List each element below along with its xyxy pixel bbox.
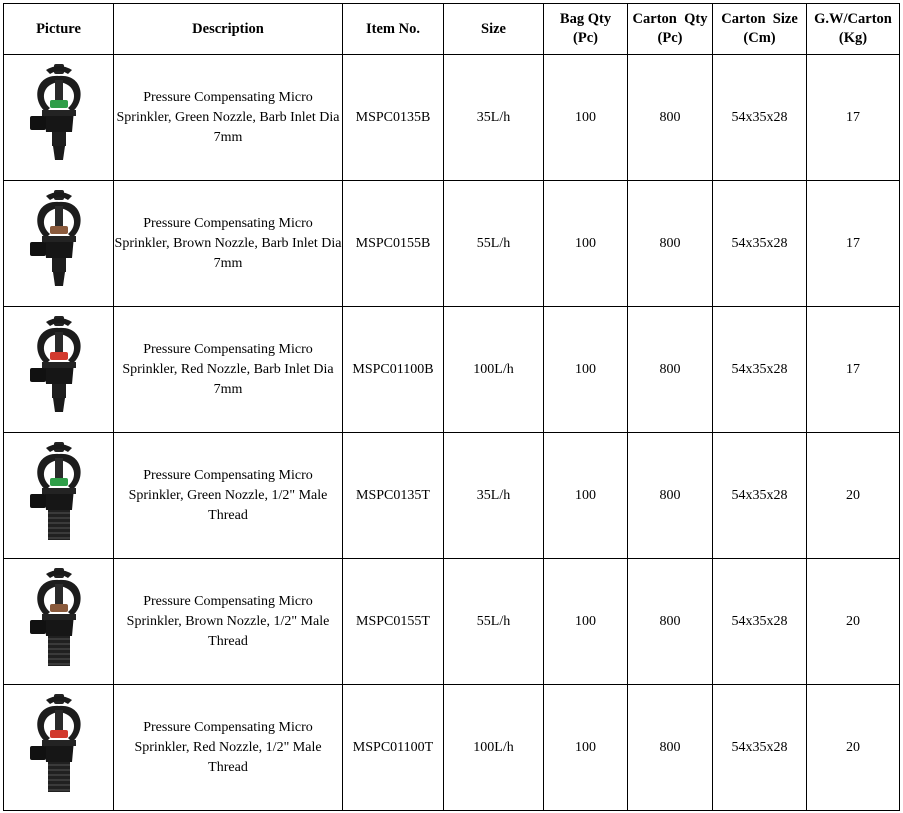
carton-qty-cell: 800 — [628, 559, 713, 685]
bag-qty-cell: 100 — [544, 433, 628, 559]
carton-qty-cell: 800 — [628, 307, 713, 433]
bag-qty-cell: 100 — [544, 181, 628, 307]
gw-carton-cell: 20 — [807, 433, 900, 559]
item-no-cell: MSPC0135B — [343, 55, 444, 181]
header-carton-qty — [628, 4, 713, 55]
carton-size-cell: 54x35x28 — [713, 685, 807, 811]
header-picture: Picture — [4, 4, 114, 55]
sprinkler-product-image — [24, 440, 94, 552]
picture-cell — [4, 685, 114, 811]
header-carton-qty-line1: Carton Qty — [632, 11, 708, 27]
size-cell: 100L/h — [444, 685, 544, 811]
carton-size-cell: 54x35x28 — [713, 559, 807, 685]
header-bag-qty — [544, 4, 628, 55]
item-no-cell: MSPC01100T — [343, 685, 444, 811]
header-item-no: Item No. — [343, 4, 444, 55]
size-cell: 55L/h — [444, 181, 544, 307]
table-row — [4, 559, 900, 685]
header-gw-carton-line1: G.W/Carton — [814, 11, 892, 27]
item-no-cell: MSPC0155B — [343, 181, 444, 307]
carton-size-cell: 54x35x28 — [713, 433, 807, 559]
header-description: Description — [114, 4, 343, 55]
carton-size-cell: 54x35x28 — [713, 55, 807, 181]
sprinkler-product-image — [24, 692, 94, 804]
sprinkler-product-image — [24, 188, 94, 300]
table-row — [4, 181, 900, 307]
bag-qty-cell: 100 — [544, 307, 628, 433]
carton-size-cell: 54x35x28 — [713, 181, 807, 307]
description-cell: Pressure Compensating Micro Sprinkler, Green Nozzle, Barb Inlet Dia 7mm — [114, 55, 343, 181]
description-cell: Pressure Compensating Micro Sprinkler, Brown Nozzle, Barb Inlet Dia 7mm — [114, 181, 343, 307]
table-row — [4, 685, 900, 811]
gw-carton-cell: 17 — [807, 181, 900, 307]
table-row — [4, 307, 900, 433]
item-no-cell: MSPC0135T — [343, 433, 444, 559]
carton-qty-cell: 800 — [628, 181, 713, 307]
sprinkler-product-image — [24, 566, 94, 678]
picture-cell — [4, 433, 114, 559]
size-cell: 100L/h — [444, 307, 544, 433]
table-row — [4, 433, 900, 559]
picture-cell — [4, 55, 114, 181]
bag-qty-cell: 100 — [544, 55, 628, 181]
description-cell: Pressure Compensating Micro Sprinkler, Red Nozzle, 1/2" Male Thread — [114, 685, 343, 811]
description-cell: Pressure Compensating Micro Sprinkler, Green Nozzle, 1/2" Male Thread — [114, 433, 343, 559]
size-cell: 35L/h — [444, 433, 544, 559]
bag-qty-cell: 100 — [544, 559, 628, 685]
carton-qty-cell: 800 — [628, 433, 713, 559]
sprinkler-product-image — [24, 62, 94, 174]
item-no-cell: MSPC0155T — [343, 559, 444, 685]
picture-cell — [4, 559, 114, 685]
picture-cell — [4, 307, 114, 433]
description-cell: Pressure Compensating Micro Sprinkler, Red Nozzle, Barb Inlet Dia 7mm — [114, 307, 343, 433]
product-spec-table — [3, 3, 900, 811]
header-gw-carton-line2: (Kg) — [838, 30, 868, 46]
header-bag-qty-line1: Bag Qty — [559, 11, 612, 27]
header-carton-qty-line2: (Pc) — [657, 30, 683, 46]
header-row — [4, 4, 900, 55]
gw-carton-cell: 17 — [807, 55, 900, 181]
carton-qty-cell: 800 — [628, 685, 713, 811]
header-bag-qty-line2: (Pc) — [573, 30, 598, 46]
carton-qty-cell: 800 — [628, 55, 713, 181]
header-size: Size — [444, 4, 544, 55]
header-carton-size — [713, 4, 807, 55]
size-cell: 55L/h — [444, 559, 544, 685]
gw-carton-cell: 20 — [807, 559, 900, 685]
bag-qty-cell: 100 — [544, 685, 628, 811]
sprinkler-product-image — [24, 314, 94, 426]
gw-carton-cell: 17 — [807, 307, 900, 433]
item-no-cell: MSPC01100B — [343, 307, 444, 433]
carton-size-cell: 54x35x28 — [713, 307, 807, 433]
description-cell: Pressure Compensating Micro Sprinkler, Brown Nozzle, 1/2" Male Thread — [114, 559, 343, 685]
picture-cell — [4, 181, 114, 307]
header-carton-size-line1: Carton Size — [721, 11, 798, 27]
header-carton-size-line2: (Cm) — [743, 30, 776, 46]
size-cell: 35L/h — [444, 55, 544, 181]
table-row — [4, 55, 900, 181]
header-gw-carton — [807, 4, 900, 55]
gw-carton-cell: 20 — [807, 685, 900, 811]
